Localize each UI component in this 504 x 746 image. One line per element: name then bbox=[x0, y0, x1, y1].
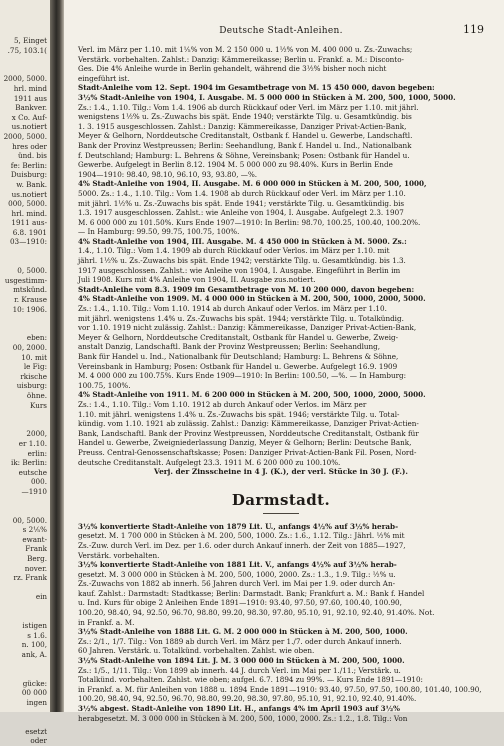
left-fragment-line: uisburg: bbox=[16, 381, 47, 391]
text-line: mit jährl. 1½% u. Zs.-Zuwachs bis spät. Ende 1941; verstärkte Tilg. u. Gesamtkündig. bis bbox=[78, 198, 405, 208]
text-line: kauf. Zahlst.: Darmstadt: Stadtkasse; Berlin: Darmstadt. Bank; Frankfurt a. M.: Bank f. Handel bbox=[78, 588, 425, 598]
text-line: Juli 1908. Kurs mit 4% Anleihe von 1904, II. Ausgabe zus.notiert. bbox=[78, 275, 316, 285]
left-fragment-line: hrl. mind bbox=[13, 83, 47, 93]
page-number: 119 bbox=[463, 23, 484, 36]
left-fragment-line: 03—1910: bbox=[9, 237, 47, 247]
text-line: Verl. im März per 1.10. mit 1⅕% von M. 2 150 000 u. 1½% von M. 400 000 u. Zs.-Zuwachs; bbox=[78, 45, 413, 54]
heading-rule bbox=[263, 513, 299, 514]
text-line: Verstärk. vorbehalten. Zahlst.: Danzig: Kämmereikasse; Berlin u. Frankf. a. M.: Disconto- bbox=[78, 54, 404, 64]
left-fragment-line: us.notiert bbox=[11, 189, 47, 199]
left-fragment-line: eben: bbox=[26, 333, 47, 343]
text-line: Stadt-Anleihe vom 8.3. 1909 im Gesamtbetrage von M. 10 200 000, davon begeben: bbox=[78, 284, 415, 294]
text-line: 3½% Stadt-Anleihe von 1904, I. Ausgabe. M. 5 000 000 in Stücken à M. 200, 500, 1000, 5000. bbox=[78, 92, 456, 102]
left-fragment-line: nover. bbox=[24, 563, 47, 573]
left-fragment-line: Bankver. bbox=[15, 103, 47, 113]
text-line: 1.4., 1.10. Tilg.: Vom 1.4. 1909 ab durch Rückkauf oder Verlos. im März per 1.10. mit bbox=[78, 246, 390, 256]
text-line: 100.75, 100%. bbox=[78, 380, 131, 390]
text-line: 4% Stadt-Anleihe von 1911. M. 6 200 000 in Stücken à M. 200, 500, 1000, 2000, 5000. bbox=[78, 390, 426, 400]
text-line: Zs.: 1.4., 1.10. Tilg.: Vom 1.10. 1912 ab durch Ankauf oder Verlos. im März per bbox=[78, 399, 367, 409]
left-fragment-line: oder bbox=[30, 736, 47, 746]
text-line: 3½% abgest. Stadt-Anleihe von 1890 Lit. H., anfangs 4% im April 1903 auf 3½% bbox=[78, 704, 400, 713]
text-line: Bank für Handel u. Ind., Nationalbank für Deutschland; Hamburg: L. Behrens & Söhne, bbox=[78, 352, 399, 361]
text-line: Ges. Die 4% Anleihe wurde in Berlin gehandelt, während die 3½% bisher noch nicht bbox=[78, 64, 387, 74]
text-line: vor 1.10. 1919 nicht zulässig. Zahlst.: Danzig: Kämmereikasse, Danziger Privat-Actien-Bank, bbox=[78, 323, 417, 333]
left-fragment-line: 2000, bbox=[26, 429, 47, 439]
left-fragment-line: ank, A. bbox=[21, 650, 47, 659]
text-line: Zs.: 1.4., 1.10. Tilg.: Vom 1.4. 1906 ab durch Rückkauf oder Verl. im März per 1.10. mit jährl. bbox=[78, 102, 419, 112]
left-fragment-line: hres oder bbox=[12, 141, 47, 151]
left-fragment-line: eutsche bbox=[18, 467, 47, 477]
left-fragment-line: usgestimm- bbox=[4, 275, 47, 285]
left-fragment-line: öhne. bbox=[26, 390, 47, 400]
left-fragment-line: hrl. mind. bbox=[11, 208, 47, 218]
left-fragment-line: r. Krause bbox=[14, 295, 47, 305]
text-line: eingeführt ist. bbox=[78, 73, 130, 83]
left-fragment-line bbox=[0, 257, 50, 267]
left-fragment-line: 5, Einget bbox=[13, 36, 47, 45]
text-line: Totalkünd. vorbehalten. Zahlst. wie oben; aufgel. 6.7. 1894 zu 99%. — Kurs Ende 1891—1910: bbox=[78, 675, 423, 685]
text-line: Meyer & Gelhorn, Norddeutsche Creditanstalt, Ostbank für Handel u. Gewerbe, Zweig- bbox=[78, 332, 399, 342]
text-line: 1917 ausgeschlossen. Zahlst.: wie Anleihe von 1904, I. Ausgabe. Eingeführt in Berlin im bbox=[78, 265, 401, 275]
text-line: Zs.: 2/1., 1/7. Tilg.: Von 1889 ab durch Verl. im März per 1./7. oder durch Ankauf innerh. bbox=[78, 636, 402, 646]
left-fragment-line: 1911 aus- bbox=[11, 218, 47, 228]
left-fragment-line bbox=[0, 410, 50, 420]
left-fragment-line bbox=[0, 708, 50, 718]
left-fragment-line: mtskünd. bbox=[13, 285, 47, 295]
text-line: — In Hamburg: 99.50, 99.75, 100.75, 100%. bbox=[78, 227, 240, 237]
text-line: 5000. Zs.: 1.4., 1.10. Tilg.: Vom 1.4. 1908 ab durch Rückkauf oder Verl. im März per 1.10. bbox=[78, 188, 406, 198]
left-fragment-line: x Co. Auf- bbox=[11, 112, 47, 122]
text-line: Zs.: 1.4., 1.10. Tilg.: Vom 1.10. 1914 ab durch Ankauf oder Verlos. im März per 1.10. bbox=[78, 304, 387, 314]
left-fragment-line: s 1.6. bbox=[27, 630, 47, 640]
left-fragment-line: Berg. bbox=[27, 554, 47, 564]
left-fragment-line bbox=[0, 506, 50, 516]
left-fragment-line bbox=[0, 55, 50, 65]
left-fragment-line: rkische bbox=[20, 371, 47, 381]
left-fragment-line: —1910 bbox=[21, 486, 47, 496]
text-line: deutsche Creditanstalt. Aufgelegt 23.3. 1911 M. 6 200 000 zu 100.10%. bbox=[78, 457, 341, 467]
left-fragment-line: w. Bank. bbox=[16, 179, 47, 189]
left-fragment-line: 00, 2000. bbox=[12, 343, 47, 352]
text-line: in Frankf. a. M. für Anleihen von 1888 u. 1894 Ende 1891—1910: 93.40, 97.50, 97.50, 100.80, 101.40, 100.90, bbox=[78, 684, 482, 694]
left-fragment-line: gücke: bbox=[22, 678, 47, 688]
left-fragment-line: 10: 1906. bbox=[12, 304, 47, 314]
danzig-section bbox=[78, 45, 484, 477]
left-fragment-line: erlin: bbox=[27, 448, 47, 458]
left-fragment-line bbox=[0, 324, 50, 334]
text-line: gesetzt. M. 3 000 000 in Stücken à M. 200, 500, 1000, 2000. Zs.: 1.3., 1.9. Tilg.: ½% u. bbox=[78, 569, 396, 579]
left-fragment-line: istigen bbox=[22, 621, 47, 631]
page-header bbox=[78, 23, 484, 40]
left-fragment-line bbox=[0, 669, 50, 679]
right-page bbox=[64, 0, 504, 723]
section-heading-darmstadt: Darmstadt. bbox=[231, 490, 331, 509]
left-fragment-line: le Fig: bbox=[23, 362, 47, 372]
text-line: Vereinsbank in Hamburg; Posen: Ostbank für Handel u. Gewerbe. Aufgelegt 16.9. 1909 bbox=[78, 361, 398, 371]
left-fragment-line: us.notiert bbox=[11, 122, 47, 132]
text-line: 3½% Stadt-Anleihe von 1894 Lit. J. M. 3 000 000 in Stücken à M. 200, 500, 1000. bbox=[78, 656, 405, 666]
left-fragment-line bbox=[0, 420, 50, 430]
left-fragment-line: ein bbox=[35, 592, 47, 602]
left-page-fragment bbox=[0, 0, 50, 746]
text-line: 1.10. mit jährl. wenigstens 1.4% u. Zs.-Zuwachs bis spät. 1946; verstärkte Tilg. u. Total- bbox=[78, 409, 400, 419]
text-line: M. 4 000 000 zu 100.75%. Kurs Ende 1909—1910: In Berlin: 100.50, —%. — In Hamburg: bbox=[78, 371, 407, 381]
text-line: kündig. vom 1.10. 1921 ab zulässig. Zahlst.: Danzig: Kämmereikasse, Danziger Privat-Actien- bbox=[78, 419, 419, 429]
text-line: 3½% konvertierte Stadt-Anleihe von 1879 Lit. U., anfangs 4½% auf 3½% herab- bbox=[78, 521, 399, 531]
left-fragment-line: 1911 aus bbox=[13, 93, 47, 103]
text-line: 60 Jahren. Verstärk. u. Totalkünd. vorbehalten. Zahlst. wie oben. bbox=[78, 646, 315, 656]
text-line: wenigstens 1½% u. Zs.-Zuwachs bis spät. Ende 1940; verstärkte Tilg. u. Gesamtkündig. bis bbox=[78, 112, 412, 122]
text-line: Zs.-Zuw. durch Verl. im Dez. per 1.6. oder durch Ankauf innerh. der Zeit von 1885—1927, bbox=[78, 540, 406, 550]
text-line: Preuss. Central-Genossenschaftskasse; Posen: Danziger Privat-Actien-Bank Fil. Posen, Nord- bbox=[78, 447, 417, 457]
text-line: Zs.-Zuwachs von 1882 ab innerh. 56 Jahren durch Verl. im Mai per 1.9. oder durch An- bbox=[78, 579, 396, 589]
left-fragment-line: Kurs bbox=[30, 400, 47, 410]
text-line: M. 6 000 000 zu 101.50%. Kurs Ende 1907—1910: In Berlin: 98.70, 100.25, 100.40, 100.20%. bbox=[78, 217, 421, 227]
text-line: in Frankf. a. M. bbox=[78, 617, 135, 627]
text-line: herabgesetzt. M. 3 000 000 in Stücken à M. 200, 500, 1000, 2000. Zs.: 1.2., 1.8. Tilg.: Von bbox=[78, 713, 408, 723]
text-line: 1. 3. 1915 ausgeschlossen. Zahlst.: Danzig: Kämmereikasse, Danziger Privat-Actien-Bank, bbox=[78, 121, 407, 131]
text-line: f. Deutschland; Hamburg: L. Behrens & Söhne, Vereinsbank; Posen: Ostbank für Handel u. bbox=[78, 150, 410, 160]
left-fragment-line: ingen bbox=[26, 697, 47, 707]
left-fragment-line: 6.8. 1901 bbox=[12, 227, 47, 237]
text-line: Bank, Landschaftl. Bank der Provinz Westpreussen, Norddeutsche Creditanstalt, Ostbank für bbox=[78, 428, 419, 438]
text-line: Verj. der Zinsscheine in 4 J. (K.), der verl. Stücke in 30 J. (F.). bbox=[154, 467, 408, 477]
left-fragment-line bbox=[0, 602, 50, 612]
left-fragment-line bbox=[0, 497, 50, 507]
left-fragment-line: Duisburg: bbox=[10, 170, 47, 180]
left-fragment-line: rz. Frank bbox=[13, 573, 47, 583]
left-fragment-line bbox=[0, 717, 50, 727]
left-fragment-line: er 1.10. bbox=[18, 438, 47, 448]
left-fragment-line: 00 000 bbox=[21, 688, 47, 698]
left-fragment-line: n. 100, bbox=[21, 640, 47, 650]
text-line: Verstärk. vorbehalten. bbox=[78, 550, 160, 560]
left-fragment-line: esetzt bbox=[25, 726, 47, 736]
text-line: 1904—1910: 98.40, 98.10, 96.10, 93, 93.80, —%. bbox=[78, 169, 258, 179]
left-fragment-line: Frank bbox=[25, 544, 47, 554]
left-fragment-line bbox=[0, 247, 50, 257]
text-line: mit jährl. wenigstens 1.4% u. Zs.-Zuwachs bis spät. 1944; verstärkte Tilg. u. Totalkündig. bbox=[78, 313, 404, 323]
left-fragment-line: ünd. bis bbox=[17, 151, 47, 161]
left-fragment-line: 2000, 5000. bbox=[3, 74, 47, 84]
darmstadt-section bbox=[78, 522, 484, 723]
left-fragment-line bbox=[0, 583, 50, 593]
text-line: gesetzt. M. 1 700 000 in Stücken à M. 200, 500, 1000. Zs.: 1.6., 1.12. Tilg.: Jährl. ½% mit bbox=[78, 531, 405, 541]
text-line: 1.3. 1917 ausgeschlossen. Zahlst.: wie Anleihe von 1904, I. Ausgabe. Aufgelegt 2.3. 1907 bbox=[78, 208, 404, 218]
left-fragment-line bbox=[0, 612, 50, 622]
left-fragment-line: ewant- bbox=[22, 534, 47, 544]
text-line: 100.20, 98.40, 94, 92.50, 96.70, 98.80, 99.20, 98.30, 97.80, 95.10, 91, 92.10, 92.40, 91.40%. Not. bbox=[78, 608, 435, 618]
text-line: 4% Stadt-Anleihe von 1904, II. Ausgabe. M. 6 000 000 in Stücken à M. 200, 500, 1000, bbox=[78, 179, 427, 189]
text-line: 4% Stadt-Anleihe von 1909. M. 4 000 000 in Stücken à M. 200, 500, 1000, 2000, 5000. bbox=[78, 294, 426, 304]
text-line: u. Ind. Kurs für obige 2 Anleihen Ende 1891—1910: 93.40, 97.50, 97.60, 100.40, 100.90, bbox=[78, 598, 402, 608]
text-line: 100.20, 98.40, 94, 92.50, 96.70, 98.80, 99.20, 98.30, 97.80, 95.10, 91, 92.10, 92.40, 91.40%. bbox=[78, 694, 417, 704]
left-fragment-line: s 2⅕% bbox=[22, 525, 47, 535]
left-fragment-line: 10. mit bbox=[21, 352, 47, 362]
text-line: Stadt-Anleihe vom 12. Sept. 1904 im Gesamtbetrage von M. 15 450 000, davon begeben: bbox=[78, 83, 435, 93]
left-fragment-line bbox=[0, 65, 50, 75]
text-line: Zs.: 1/5., 1/11. Tilg.: Von 1899 ab innerh. 44 J. durch Verl. im Mai per 1./11.; Verstärk. u. bbox=[78, 665, 401, 675]
left-fragment-line: ik: Berlin: bbox=[11, 458, 47, 468]
book-gutter bbox=[50, 0, 64, 712]
text-line: anstalt Danzig, Landschaftl. Bank der Provinz Westpreussen; Berlin: Seehandlung, bbox=[78, 342, 381, 352]
left-fragment-line bbox=[0, 660, 50, 670]
left-fragment-line: 000, 5000. bbox=[8, 199, 47, 209]
text-line: 4% Stadt-Anleihe von 1904, III. Ausgabe. M. 4 450 000 in Stücken à M. 5000. Zs.: bbox=[78, 236, 407, 246]
text-line: Bank der Provinz Westpreussen; Berlin: Seehandlung, Bank f. Handel u. Ind., Nationalbank bbox=[78, 140, 412, 150]
left-fragment-line: 2000, 5000. bbox=[3, 131, 47, 141]
left-fragment-line bbox=[0, 314, 50, 324]
text-line: jährl. 1½% u. Zs.-Zuwachs bis spät. Ende 1942; verstärkte Tilg. u. Gesamtkündig. bis 1.3. bbox=[78, 256, 406, 266]
text-line: Meyer & Gelhorn, Norddeutsche Creditanstalt, Ostbank f. Handel u. Gewerbe, Landschaftl. bbox=[78, 131, 413, 141]
text-line: 3½% konvertierte Stadt-Anleihe von 1881 Lit. V., anfangs 4½% auf 3½% herab- bbox=[78, 560, 397, 570]
left-fragment-line: .75, 103.1( bbox=[7, 45, 47, 55]
left-fragment-line: fe: Berlin: bbox=[10, 160, 47, 170]
text-line: 3½% Stadt-Anleihe von 1888 Lit. G. M. 2 000 000 in Stücken à M. 200, 500, 1000. bbox=[78, 627, 408, 637]
left-fragment-line: 000. bbox=[30, 477, 47, 487]
left-fragment-line: 00, 5000. bbox=[12, 515, 47, 525]
running-title: Deutsche Stadt-Anleihen. bbox=[219, 26, 343, 36]
text-line: Handel u. Gewerbe, Zweigniederlassung Danzig, Meyer & Gelhorn; Berlin: Deutsche Bank, bbox=[78, 438, 412, 448]
left-fragment-line: 0, 5000. bbox=[17, 266, 47, 276]
text-line: Gewerbe. Aufgelegt in Berlin 8.12. 1904 M. 5 000 000 zu 98.40%. Kurs in Berlin Ende bbox=[78, 160, 393, 170]
